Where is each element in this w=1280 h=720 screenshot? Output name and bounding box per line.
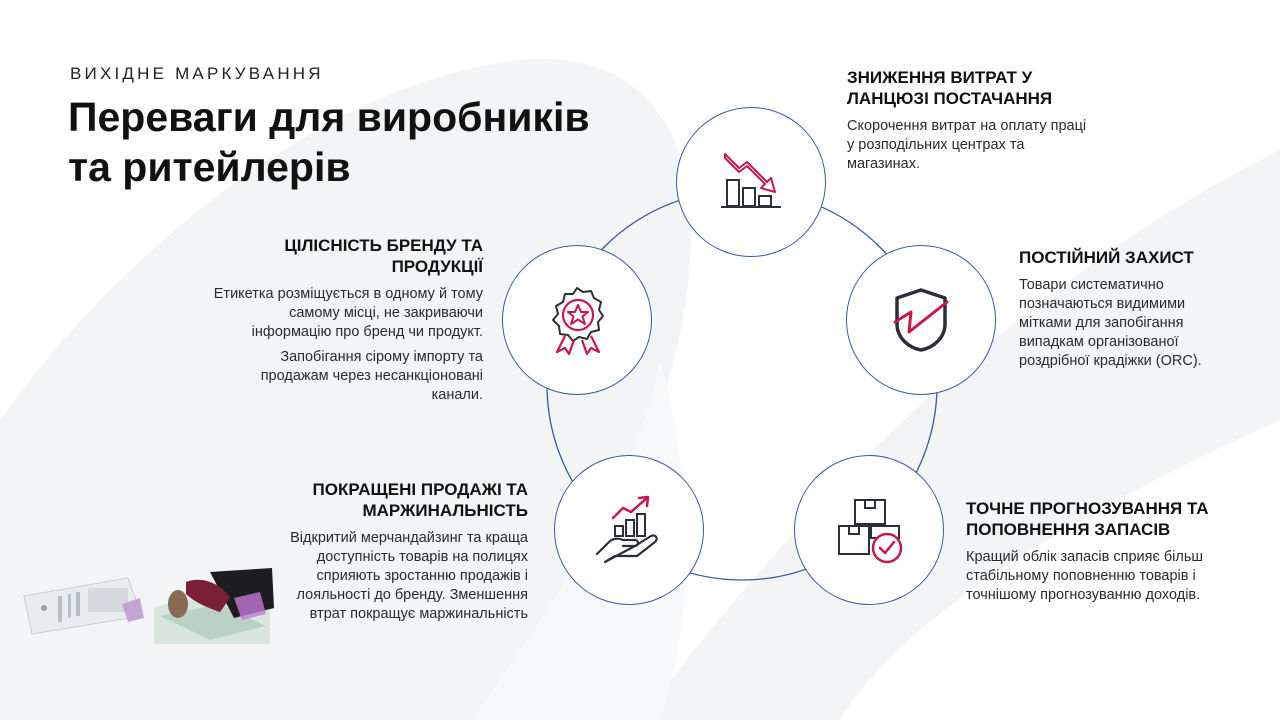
benefit-text: Відкритий мерчандайзинг та краща доступність товарів на полицях сприяють зростанню продажів і лояльності до бренду. Зменшення втрат покращує маржинальність: [290, 530, 528, 622]
scanner-photo: [150, 568, 274, 644]
boxes-check-icon: [833, 494, 905, 566]
shield-check-icon: [885, 284, 957, 356]
declining-bar-chart-icon: [715, 146, 787, 218]
benefit-title: ПОКРАЩЕНІ ПРОДАЖІ ТА МАРЖИНАЛЬНІСТЬ: [312, 480, 528, 520]
benefit-title: ЦІЛІСНІСТЬ БРЕНДУ ТА ПРОДУКЦІЇ: [284, 236, 483, 276]
section-eyebrow: ВИХІДНЕ МАРКУВАННЯ: [70, 64, 324, 83]
benefit-text: Скорочення витрат на оплату праці у розподільних центрах та магазинах.: [847, 118, 1087, 172]
benefit-forecasting: [966, 498, 1216, 611]
award-ribbon-icon: [541, 284, 613, 356]
benefit-title: ТОЧНЕ ПРОГНОЗУВАННЯ ТА ПОПОВНЕННЯ ЗАПАСІВ: [966, 499, 1209, 539]
benefit-title: ЗНИЖЕННЯ ВИТРАТ У ЛАНЦЮЗІ ПОСТАЧАННЯ: [847, 68, 1053, 108]
benefit-brand: [210, 235, 483, 411]
tag-photo: [18, 568, 148, 640]
node-protection: [846, 245, 996, 395]
hand-growth-chart-icon: [593, 494, 665, 566]
node-supply-chain: [676, 107, 826, 257]
benefit-text: Товари систематично позначаються видимими мітками для запобігання випадкам організованої роздрібної крадіжки (ORC).: [1019, 277, 1202, 369]
benefit-text: Кращий облік запасів сприяє більш стабільному поповненню товарів і точнішому прогнозуванню доходів.: [966, 549, 1204, 603]
benefit-text: Запобігання сірому імпорту та продажам через несанкціоновані канали.: [260, 349, 483, 403]
node-forecasting: [794, 455, 944, 605]
page-title: Переваги для виробників та ритейлерів: [68, 94, 590, 190]
benefit-text: Етикетка розміщується в одному й тому самому місці, не закриваючи інформацію про бренд чи продукт.: [213, 286, 483, 340]
node-brand: [502, 245, 652, 395]
benefit-protection: [1019, 247, 1219, 377]
benefit-sales: [286, 479, 528, 630]
benefit-title: ПОСТІЙНИЙ ЗАХИСТ: [1019, 248, 1194, 267]
benefit-supply-chain: [847, 67, 1097, 180]
node-sales: [554, 455, 704, 605]
